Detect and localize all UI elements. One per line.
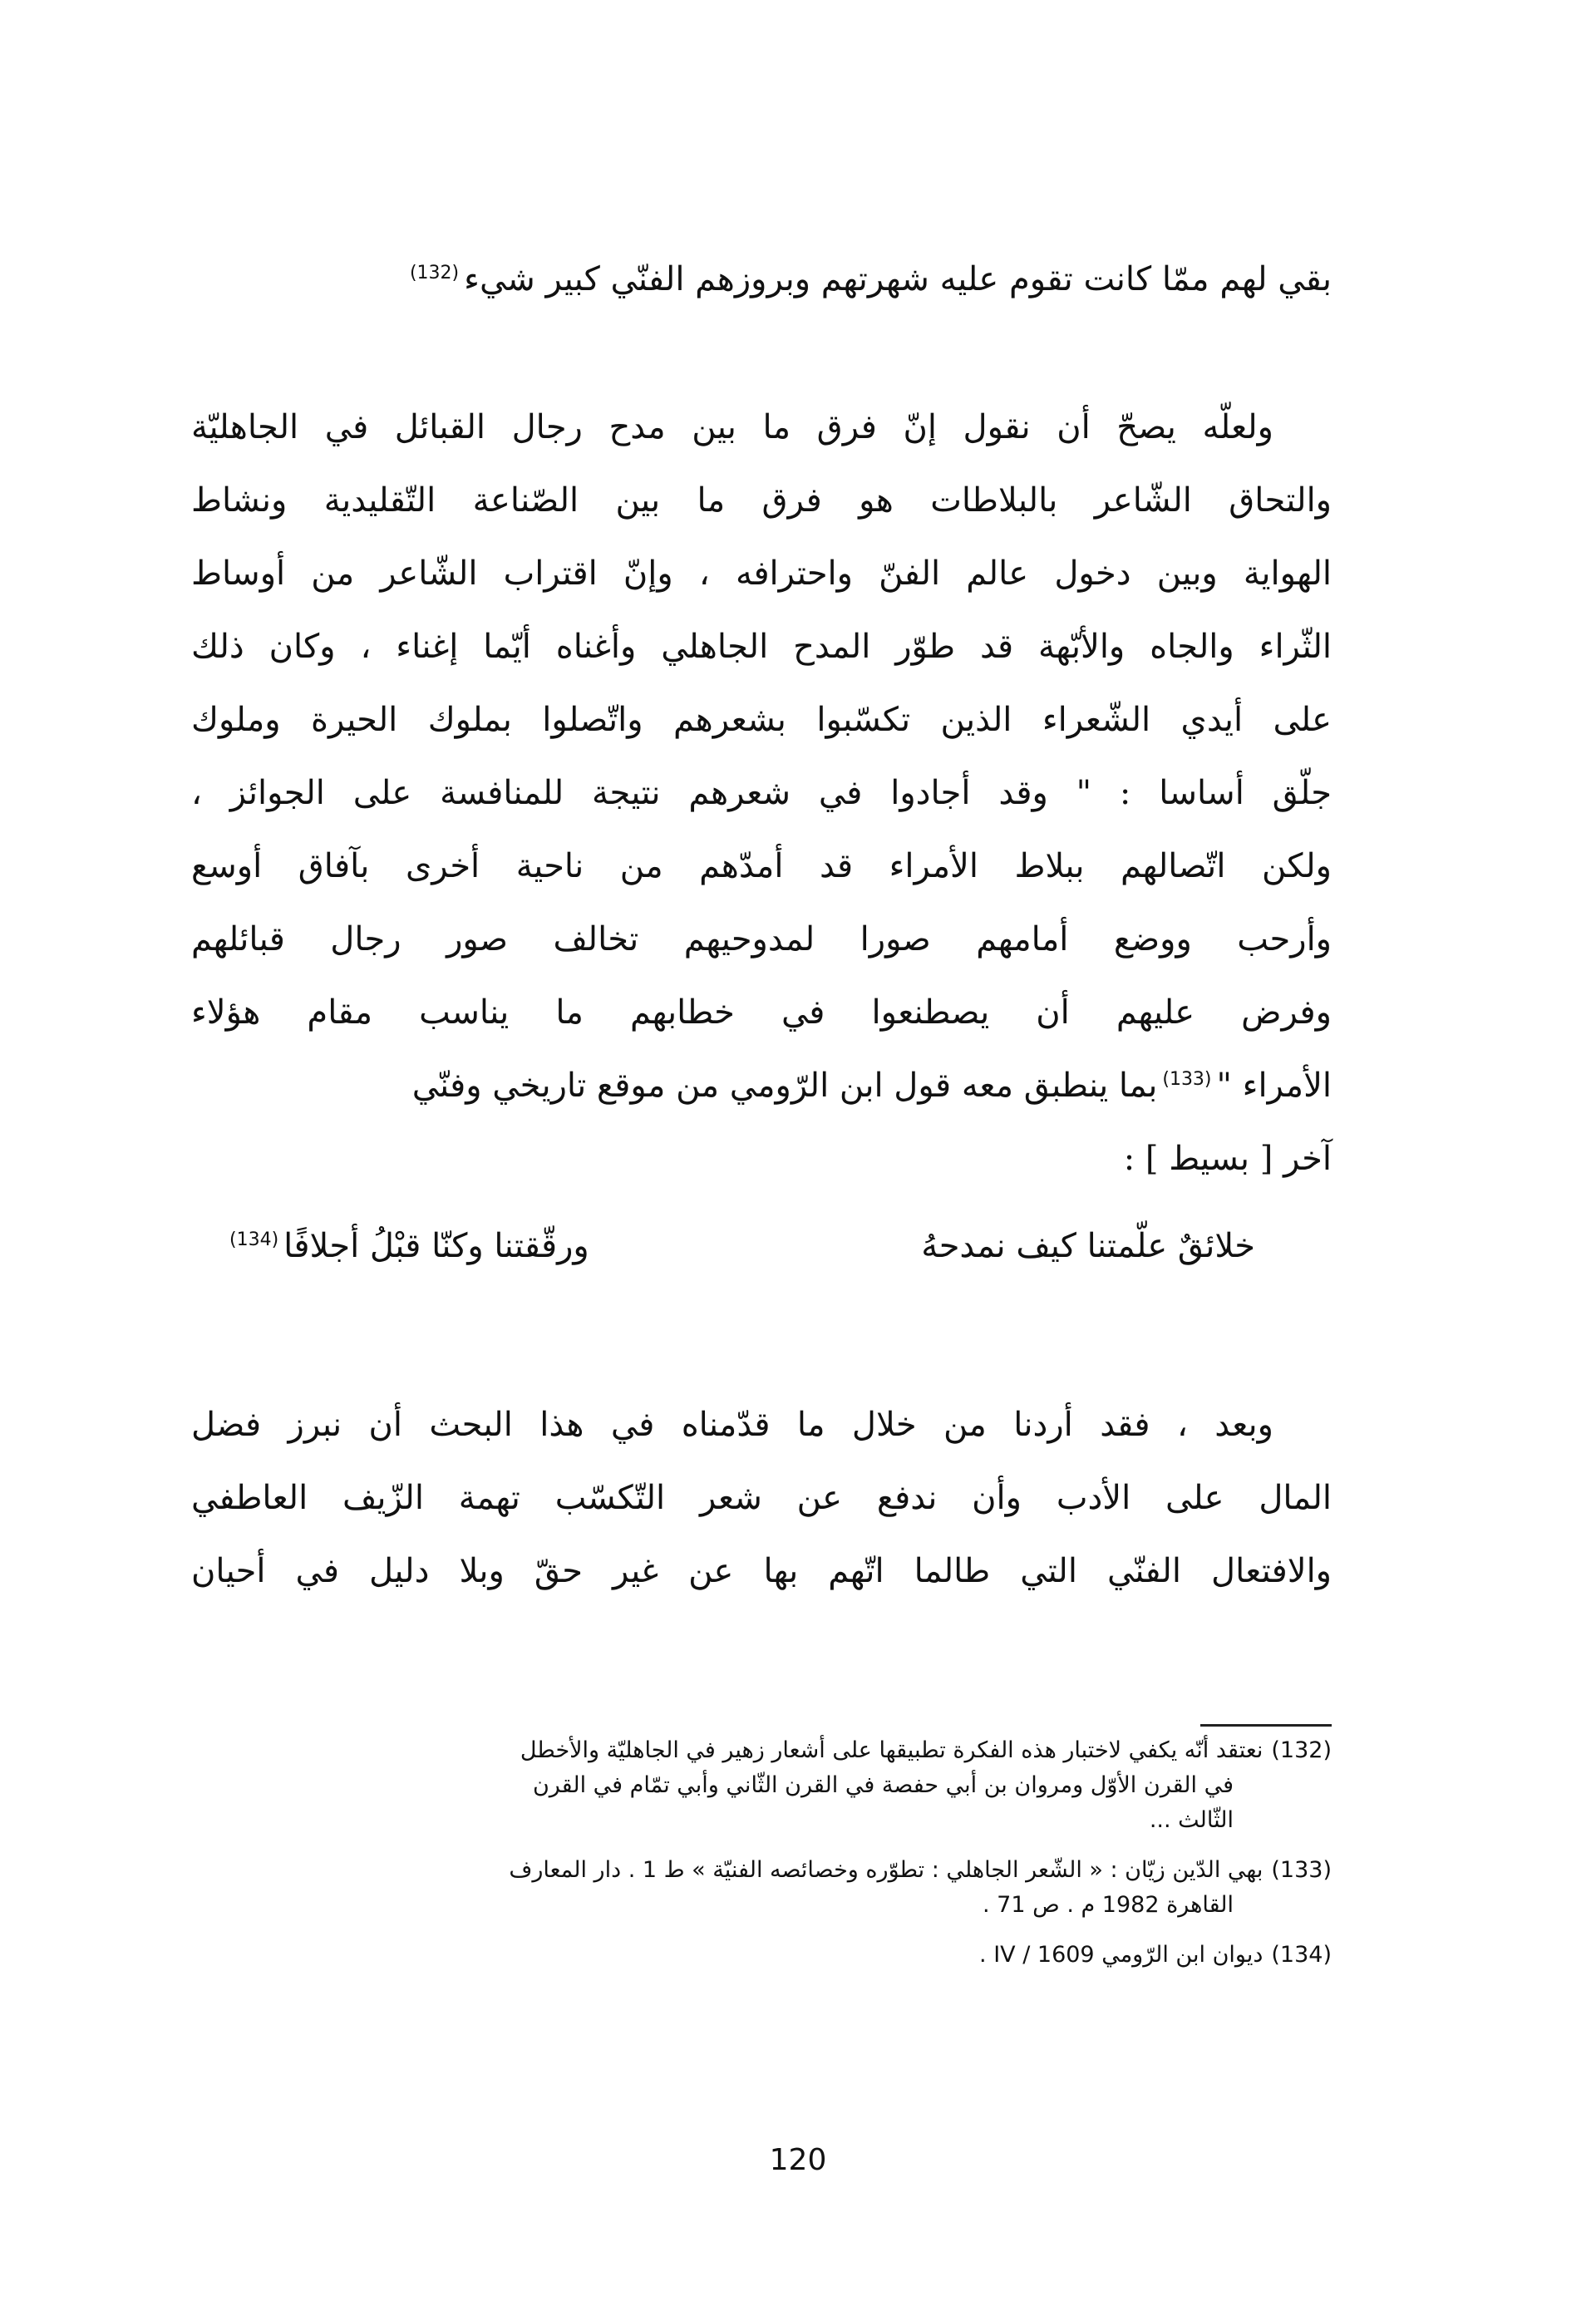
paragraph-line: ولعلّه يصحّ أن نقول إنّ فرق ما بين مدح رجال القبائل في الجاهليّة (191, 408, 1273, 446)
paragraph-1 (191, 391, 1332, 1195)
paragraph-2 (191, 1388, 1332, 1608)
footnote-133: (133)بهي الدّين زيّان : « الشّعر الجاهلي : تطوّره وخصائصه الفنيّة » ط 1 . دار المعارف القاهرة 1982 م . ص 71 . (191, 1853, 1332, 1923)
paragraph-line: ولكن اتّصالهم ببلاط الأمراء قد أمدّهم من ناحية أخرى بآفاق أوسع (191, 847, 1332, 885)
footnotes (191, 1733, 1332, 1988)
opening-line-text: بقي لهم ممّا كانت تقوم عليه شهرتهم وبروزهم الفنّي كبير شيء (464, 260, 1332, 298)
footnote-134: (134)ديوان ابن الرّومي IV / 1609 . (191, 1938, 1332, 1973)
verse-first-hemistich: خلائقٌ علّمتنا كيف نمدحهُ (921, 1227, 1255, 1265)
footnote-number: (132) (1271, 1737, 1332, 1763)
footnote-132: (132)نعتقد أنّه يكفي لاختبار هذه الفكرة تطبيقها على أشعار زهير في الجاهليّة والأخطل في القرن الأوّل ومروان بن أبي حفصة في القرن الثّاني وأبي تمّام في القرن الثّالث ... (191, 1733, 1332, 1838)
verse-second-hemistich-wrap: ورقّقتنا وكنّا قبْلُ أجلافًا(134) (229, 1227, 589, 1265)
poetry-verse (208, 1210, 1255, 1283)
paragraph-line: والافتعال الفنّي التي طالما اتّهم بها عن غير حقّ وبلا دليل في أحيان (191, 1552, 1332, 1590)
footnote-separator (1200, 1724, 1332, 1727)
paragraph-line: الهواية وبين دخول عالم الفنّ واحترافه ، وإنّ اقتراب الشّاعر من أوساط (191, 554, 1332, 593)
opening-line: بقي لهم ممّا كانت تقوم عليه شهرتهم وبروزهم الفنّي كبير شيء(132) (409, 260, 1332, 298)
paragraph-line: آخر [ بسيط ] : (1123, 1140, 1332, 1178)
paragraph-line: والتحاق الشّاعر بالبلاطات هو فرق ما بين الصّناعة التّقليدية ونشاط (191, 481, 1332, 520)
paragraph-line: وفرض عليهم أن يصطنعوا في خطابهم ما يناسب مقام هؤلاء (191, 993, 1332, 1032)
paragraph-line: على أيدي الشّعراء الذين تكسّبوا بشعرهم واتّصلوا بملوك الحيرة وملوك (191, 701, 1332, 739)
paragraph-line: جلّق أساسا : " وقد أجادوا في شعرهم نتيجة للمنافسة على الجوائز ، (191, 774, 1332, 812)
page-number: 120 (769, 2143, 827, 2177)
paragraph-line: الثّراء والجاه والأبّهة قد طوّر المدح الجاهلي وأغناه أيّما إغناء ، وكان ذلك (191, 628, 1332, 666)
paragraph-line: وبعد ، فقد أردنا من خلال ما قدّمناه في هذا البحث أن نبرز فضل (191, 1406, 1273, 1444)
paragraph-line: وأرحب ووضع أمامهم صورا لمدوحيهم تخالف صور رجال قبائلهم (191, 920, 1332, 958)
paragraph-line: المال على الأدب وأن ندفع عن شعر التّكسّب تهمة الزّيف العاطفي (191, 1479, 1332, 1517)
verse-second-hemistich: ورقّقتنا وكنّا قبْلُ أجلافًا (283, 1227, 589, 1265)
footnote-number: (133) (1271, 1857, 1332, 1883)
footnote-number: (134) (1271, 1942, 1332, 1968)
paragraph-line-with-ref: الأمراء "(133)بما ينطبق معه قول ابن الرّومي من موقع تاريخي وفنّي (411, 1067, 1332, 1105)
